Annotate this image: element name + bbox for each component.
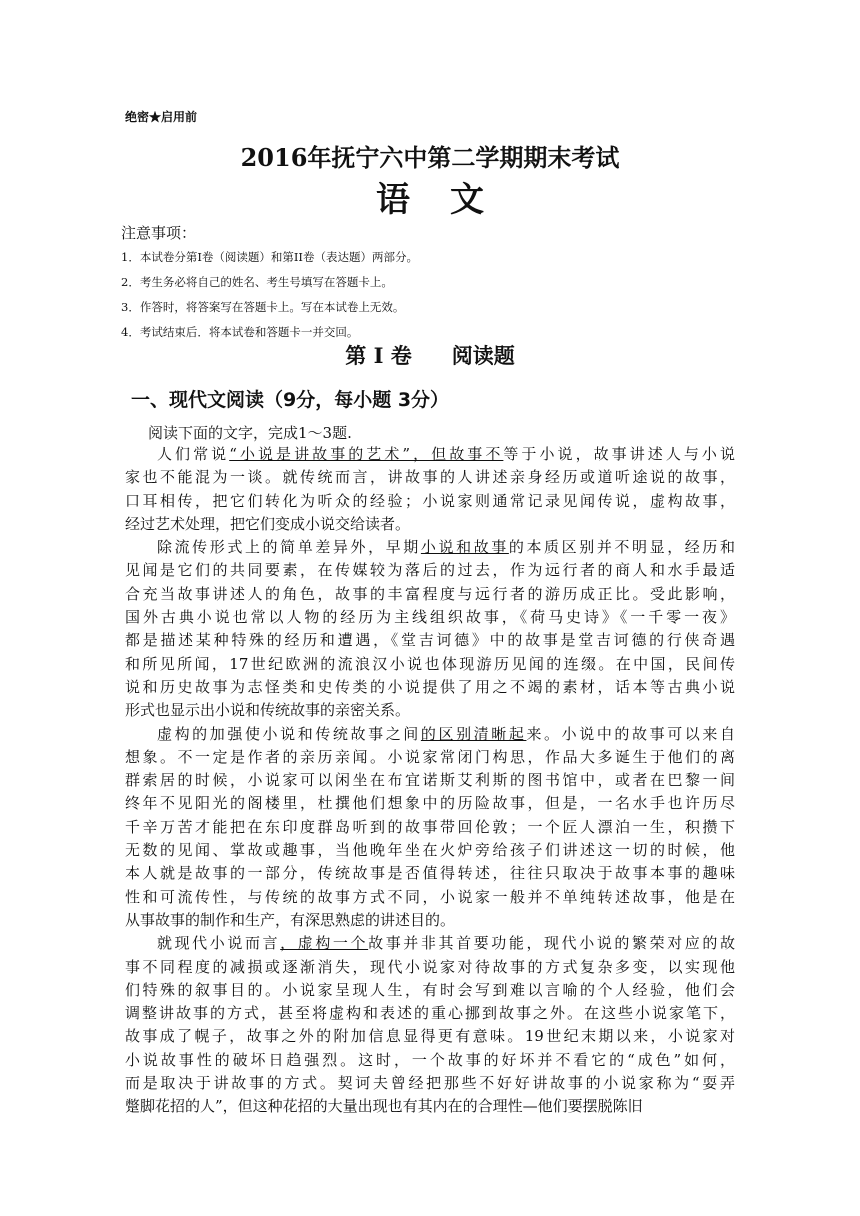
passage-line: 千辛万苦才能把在东印度群岛听到的故事带回伦敦；一个匠人漂泊一生，积攒下 xyxy=(125,817,735,836)
passage-line: 性和可流传性，与传统的故事方式不同，小说家一般并不单纯转述故事，他是在 xyxy=(125,887,735,906)
passage-line: 想象。不一定是作者的亲历亲闻。小说家常闭门构思，作品大多诞生于他们的离 xyxy=(125,747,735,766)
line-text: 故事并非其首要功能，现代小说的繁荣对应的故 xyxy=(368,934,735,953)
passage-line: 国外古典小说也常以人物的经历为主线组织故事，《荷马史诗》《一千零一夜》 xyxy=(125,608,735,627)
notes-item: 4．考试结束后．将本试卷和答题卡一并交回。 xyxy=(121,325,359,339)
passage-line: 故事成了幌子，故事之外的附加信息显得更有意味。19世纪末期以来，小说家对 xyxy=(125,1027,735,1046)
section-title: 一、现代文阅读（9分，每小题 3分） xyxy=(131,389,450,411)
line-text: 等于小说，故事讲述人与小说 xyxy=(503,445,735,463)
volume-title xyxy=(0,340,860,370)
passage-line: 见闻是它们的共同要素，在传媒较为落后的过去，作为远行者的商人和水手最适 xyxy=(125,561,735,580)
passage-line: 和所见所闻，17世纪欧洲的流浪汉小说也体现游历见闻的连缀。在中国，民间传 xyxy=(125,654,735,673)
passage-line: 说和历史故事为志怪类和史传类的小说提供了用之不竭的素材，话本等古典小说 xyxy=(125,677,735,696)
passage-line xyxy=(125,443,735,466)
underlined-text: ，虚构一个 xyxy=(280,934,369,953)
underlined-text: 的区别清晰起 xyxy=(420,724,527,743)
volume-name: 阅读题 xyxy=(451,343,515,368)
paragraph xyxy=(125,932,735,1118)
subject-title: 语文 xyxy=(376,180,524,220)
reading-passage xyxy=(125,443,735,1119)
notes-list xyxy=(121,245,418,345)
line-text: 除流传形式上的简单差异外，早期 xyxy=(157,538,421,557)
reading-instruction: 阅读下面的文字，完成1～3题. xyxy=(148,424,352,442)
passage-line xyxy=(125,723,735,746)
passage-line: 经过艺术处理，把它们变成小说交给读者。 xyxy=(125,514,411,533)
passage-line: 终年不见阳光的阁楼里，杜撰他们想象中的历险故事，但是，一名水手也许历尽 xyxy=(125,794,735,813)
passage-line xyxy=(125,536,735,559)
line-text: 就现代小说而言 xyxy=(157,934,281,953)
passage-line: 蹩脚花招的人”，但这种花招的大量出现也有其内在的合理性—他们要摆脱陈旧 xyxy=(125,1097,643,1116)
line-text: 人们常说 xyxy=(157,445,230,463)
passage-line: 事不同程度的减损或逐渐消失，现代小说家对待故事的方式复杂多变，以实现他 xyxy=(125,957,735,976)
paragraph xyxy=(125,723,735,933)
notes-item: 3．作答时，将答案写在答题卡上。写在本试卷上无效。 xyxy=(121,300,405,314)
line-text: 来。小说中的故事可以来自 xyxy=(526,724,735,743)
line-text: 的本质区别并不明显，经历和 xyxy=(508,538,735,557)
passage-line: 群索居的时候，小说家可以闲坐在布宜诺斯艾利斯的图书馆中，或者在巴黎一间 xyxy=(125,771,735,790)
exam-title: 2016年抚宁六中第二学期期末考试 xyxy=(240,143,620,172)
passage-line xyxy=(125,932,735,955)
passage-line: 口耳相传，把它们转化为听众的经验；小说家则通常记录见闻传说，虚构故事， xyxy=(125,491,735,510)
passage-line: 形式也显示出小说和传统故事的亲密关系。 xyxy=(125,701,411,720)
notes-heading: 注意事项： xyxy=(121,224,197,242)
paragraph xyxy=(125,536,735,722)
underlined-text: “小说是讲故事的艺术”，但故事不 xyxy=(229,445,504,463)
passage-line: 无数的见闻、掌故或趣事，当他晚年坐在火炉旁给孩子们讲述这一切的时候，他 xyxy=(125,841,735,860)
passage-line: 小说故事性的破坏日趋强烈。这时，一个故事的好坏并不看它的“成色”如何， xyxy=(125,1050,735,1069)
passage-line: 合充当故事讲述人的角色，故事的丰富程度与远行者的游历成正比。受此影响， xyxy=(125,584,735,603)
confidential-label: 绝密★启用前 xyxy=(125,110,198,124)
notes-item: 2．考生务必将自己的姓名、考生号填写在答题卡上。 xyxy=(121,275,393,289)
notes-item: 1．本试卷分第I卷（阅读题）和第II卷（表达题）两部分。 xyxy=(121,250,418,264)
passage-line: 调整讲故事的方式，甚至将虚构和表述的重心挪到故事之外。在这些小说家笔下， xyxy=(125,1004,735,1023)
line-text: 虚构的加强使小说和传统故事之间 xyxy=(157,724,421,743)
passage-line: 从事故事的制作和生产，有深思熟虑的讲述目的。 xyxy=(125,910,456,929)
volume-part: 第 I 卷 xyxy=(345,343,412,368)
paragraph xyxy=(125,443,735,536)
passage-line: 都是描述某种特殊的经历和遭遇，《堂吉诃德》中的故事是堂吉诃德的行侠奇遇 xyxy=(125,631,735,650)
passage-line: 家也不能混为一谈。就传统而言，讲故事的人讲述亲身经历或道听途说的故事， xyxy=(125,468,735,487)
underlined-text: 小说和故事 xyxy=(420,538,509,557)
passage-line: 们特殊的叙事目的。小说家呈现人生，有时会写到难以言喻的个人经验，他们会 xyxy=(125,980,735,999)
passage-line: 本人就是故事的一部分，传统故事是否值得转述，往往只取决于故事本事的趣味 xyxy=(125,864,735,883)
passage-line: 而是取决于讲故事的方式。契诃夫曾经把那些不好好讲故事的小说家称为“耍弄 xyxy=(125,1074,735,1093)
